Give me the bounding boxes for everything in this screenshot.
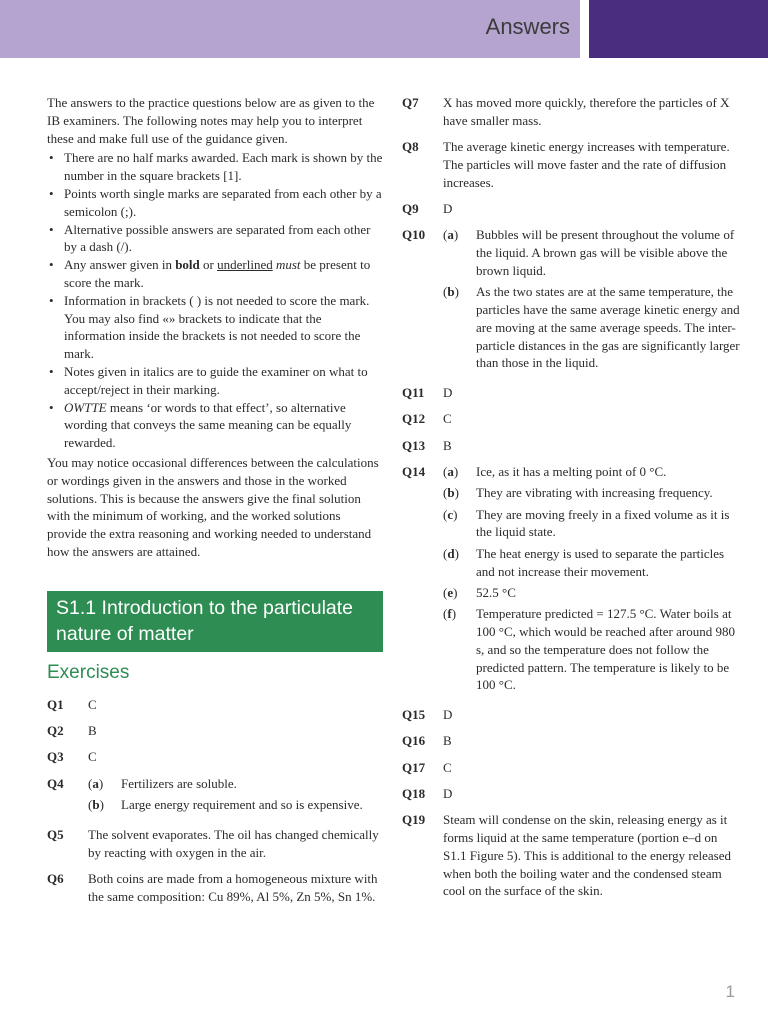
note-item: • Any answer given in bold or underlined must be present to score the mark. (49, 257, 371, 290)
answer-part-a: (a) Bubbles will be present throughout the volume of the liquid. A brown gas will be visible above the brown liquid. (443, 227, 735, 278)
answer-part-a: (a) Fertilizers are soluble. (88, 775, 237, 791)
answer-q8: Q8 The average kinetic energy increases with temperature. The particles will move faster and the rate of diffusion increases. (402, 139, 730, 190)
answer-q9: Q9 D (402, 200, 453, 216)
header-accent-block (589, 0, 768, 58)
intro-paragraph-2: You may notice occasional differences between the calculations or wordings given in the answers and those in the worked solutions. This is because the answers give the final solution with the minimum of working, and the worked solutions provide the extra reasoning and working needed to understand how the answers are attained. (47, 454, 379, 559)
section-heading: S1.1 Introduction to the particulate nature of matter (47, 591, 383, 652)
answer-q7: Q7 X has moved more quickly, therefore the particles of X have smaller mass. (402, 95, 730, 128)
answer-q18: Q18 D (402, 786, 453, 801)
page-number: 1 (725, 982, 735, 1001)
exercises-heading: Exercises (47, 661, 130, 683)
note-item: • Information in brackets ( ) is not needed to score the mark. You may also find «» brackets to indicate that the information inside the brackets is not needed to score the mark. (49, 292, 370, 362)
answer-q3: Q3 C (47, 749, 97, 765)
answer-part-b: (b) They are vibrating with increasing frequency. (443, 485, 713, 501)
header-bar (0, 0, 580, 58)
answer-q4: Q4 (a) Fertilizers are soluble. (b) Large energy requirement and so is expensive. (47, 775, 383, 818)
note-item: • Points worth single marks are separated from each other by a semicolon (;). (49, 185, 382, 219)
answer-q11: Q11 D (402, 385, 453, 401)
note-item: • Notes given in italics are to guide the examiner on what to accept/reject in their marking. (49, 363, 368, 397)
answer-q1: Q1 C (47, 696, 97, 712)
answer-part-e: (e) 52.5 °C (443, 584, 516, 600)
answer-part-d: (d) The heat energy is used to separate the particles and not increase their movement. (443, 545, 725, 579)
note-item: • OWTTE means ‘or words to that effect’, so alternative wording that conveys the same meaning can be equally rewarded. (49, 399, 352, 451)
right-column (402, 94, 742, 909)
note-item: • There are no half marks awarded. Each mark is shown by the number in the square brackets [1]. (49, 150, 383, 184)
left-column (47, 94, 383, 914)
answer-q16: Q16 B (402, 733, 452, 749)
answer-q15: Q15 D (402, 707, 453, 723)
answer-q10: Q10 (a) Bubbles will be present throughout the volume of the liquid. A brown gas will be visible above the brown liquid. (b) As the two states are at the same temperature, the particles have the same average kinetic energy and are moving at the same average speeds. The inter-particle distances in the gas are significantly larger than those in the liquid. (402, 226, 742, 375)
answer-part-b: (b) As the two states are at the same temperature, the particles have the same average kinetic energy and are moving at the same average speeds. The inter-particle distances in the gas are significantly larger than those in the liquid. (443, 284, 740, 371)
note-item: • Alternative possible answers are separated from each other by a dash (/). (49, 221, 371, 255)
answer-part-f: (f) Temperature predicted = 127.5 °C. Water boils at 100 °C, which would be reached after around 980 s, and so the temperature does not follow the predicted pattern. The temperature is likely to be 100 °C. (443, 606, 735, 693)
answer-q13: Q13 B (402, 437, 452, 453)
answer-part-a: (a) Ice, as it has a melting point of 0 °C. (443, 464, 667, 480)
answer-part-b: (b) Large energy requirement and so is expensive. (88, 796, 363, 812)
answer-q17: Q17 C (402, 759, 452, 775)
answer-q5: Q5 The solvent evaporates. The oil has changed chemically by reacting with oxygen in the air. (47, 826, 379, 860)
answer-part-c: (c) They are moving freely in a fixed volume as it is the liquid state. (443, 506, 730, 540)
answer-q12: Q12 C (402, 411, 452, 427)
answer-q2: Q2 B (47, 723, 97, 739)
page-title: Answers (485, 14, 570, 39)
notes-list (47, 149, 383, 452)
answer-q14: Q14 (a) Ice, as it has a melting point of 0 °C. (b) They are vibrating with increasing frequency. (c) They are moving freely in a fixed volume as it is the liquid state. (d) The heat energy is used to separate the particles and not increase their movement. (e) 52.5 °C (f) Temperature predicted = 127.5 °C. Water boils at 100 °C, which would be reached after around 980 s, and so the temperature does not follow the predicted pattern. The temperature is likely to be 100 °C. (402, 463, 742, 698)
intro-paragraph: The answers to the practice questions below are as given to the IB examiners. The following notes may help you to interpret these and make full use of the guidance given. (47, 95, 375, 146)
answer-q19: Q19 Steam will condense on the skin, releasing energy as it forms liquid at the same temperature (portion e–d on S1.1 Figure 5). This is additional to the energy released when both the boiling water and the condensed steam cool on the surface of the skin. (402, 812, 731, 899)
answer-q6: Q6 Both coins are made from a homogeneous mixture with the same composition: Cu 89%, Al 5%, Zn 5%, Sn 1%. (47, 870, 378, 904)
